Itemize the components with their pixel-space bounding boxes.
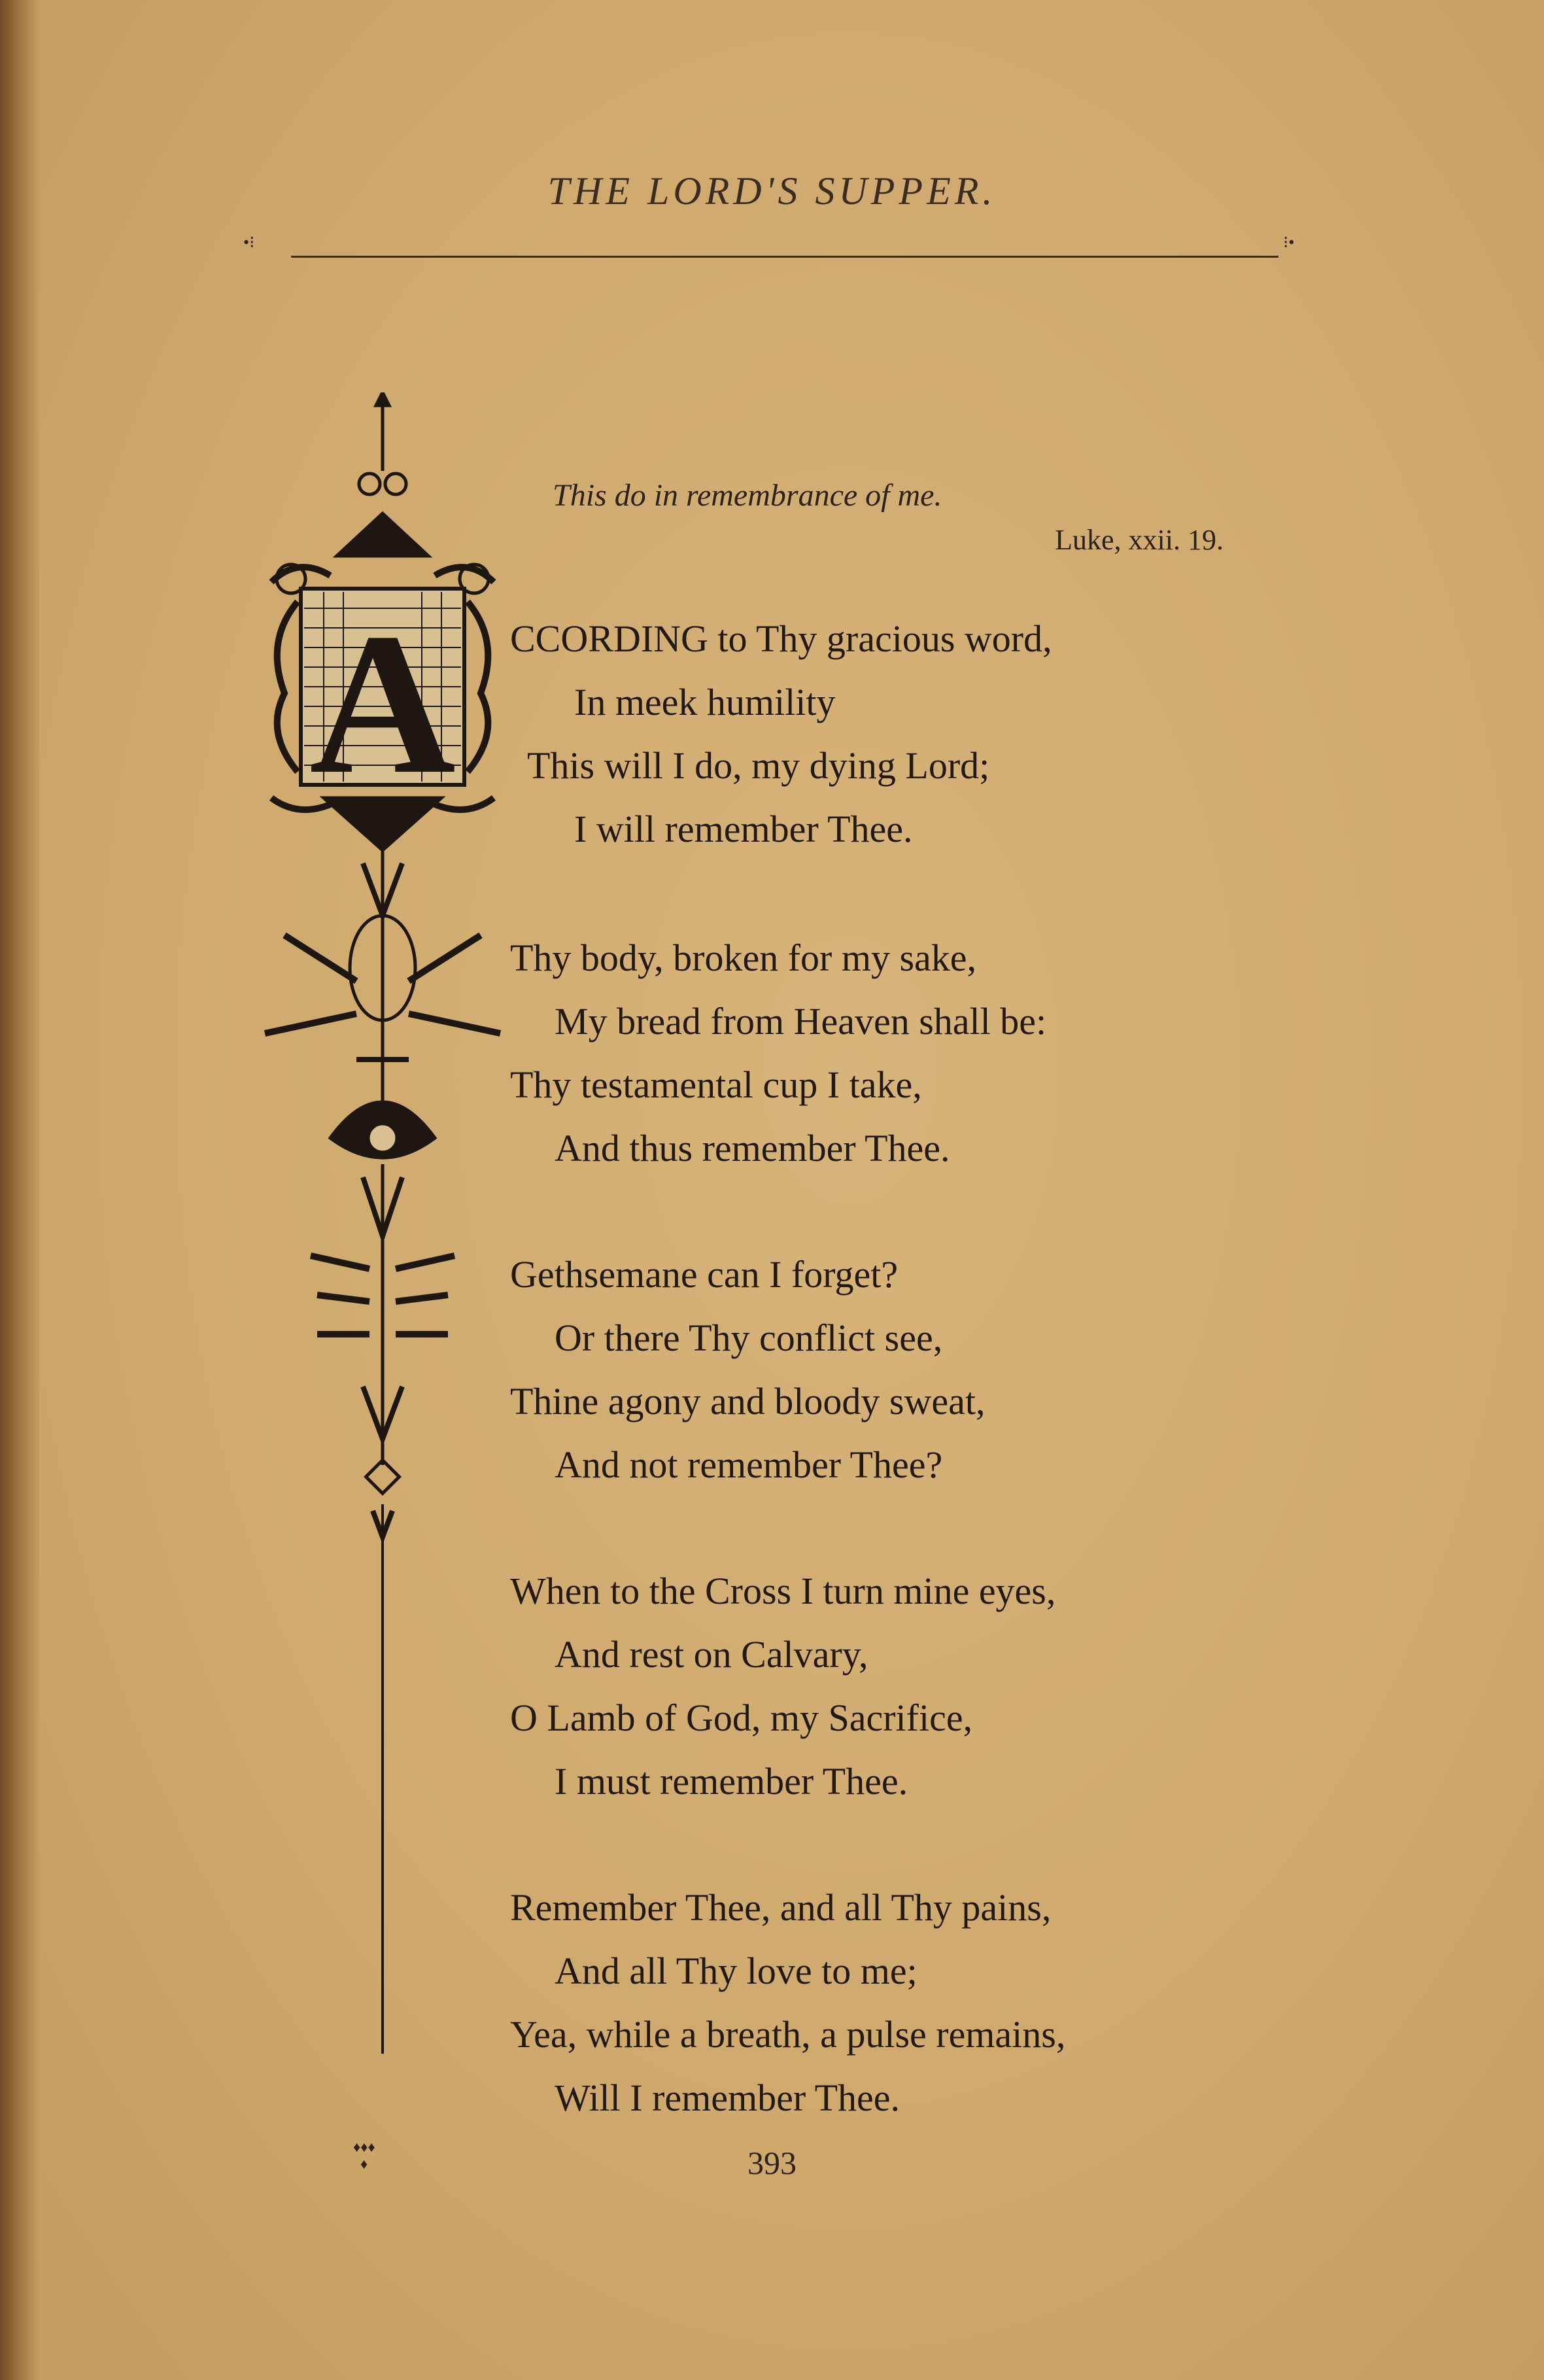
stanza-4-line-4: I must remember Thee.: [555, 1760, 908, 1802]
page-number: 393: [747, 2145, 797, 2181]
stanza-2-line-4: And thus remember Thee.: [555, 1127, 950, 1169]
rule-left-ornament: •⁝: [243, 233, 255, 252]
footer-ornament: ♦♦♦ ♦: [353, 2139, 375, 2172]
stanza-5: [510, 1876, 1065, 2130]
stanza-4-line-3: O Lamb of God, my Sacrifice,: [510, 1697, 973, 1739]
stanza-3-line-3: Thine agony and bloody sweat,: [510, 1380, 986, 1423]
stanza-5-line-3: Yea, while a breath, a pulse remains,: [510, 2013, 1066, 2056]
stanza-1-line-3: This will I do, my dying Lord;: [527, 744, 990, 787]
stanza-5-line-1: Remember Thee, and all Thy pains,: [510, 1886, 1052, 1929]
stanza-2: [510, 926, 1046, 1180]
stanza-3-line-4: And not remember Thee?: [555, 1443, 943, 1486]
stanza-2-line-3: Thy testamental cup I take,: [510, 1063, 922, 1106]
epigraph: This do in remembrance of me.: [553, 478, 942, 513]
epigraph-citation: Luke, xxii. 19.: [1055, 524, 1224, 556]
stanza-2-line-2: My bread from Heaven shall be:: [555, 1000, 1047, 1043]
rule-right-ornament: ⁝•: [1283, 233, 1295, 252]
stanza-3: [510, 1243, 985, 1496]
stanza-1: [510, 607, 1052, 861]
stanza-1-line-4: I will remember Thee.: [574, 808, 913, 850]
stanza-2-line-1: Thy body, broken for my sake,: [510, 937, 977, 979]
stanza-4-line-1: When to the Cross I turn mine eyes,: [510, 1570, 1056, 1612]
stanza-5-line-2: And all Thy love to me;: [555, 1950, 918, 1992]
stanza-1-line-1: CCORDING to Thy gracious word,: [510, 617, 1052, 660]
stanza-5-line-4: Will I remember Thee.: [555, 2077, 901, 2119]
header-rule: [291, 256, 1278, 258]
stanza-1-line-2: In meek humility: [574, 681, 836, 723]
stanza-3-line-2: Or there Thy conflict see,: [555, 1317, 943, 1359]
book-spine-edge: [0, 0, 39, 2380]
running-head: THE LORD'S SUPPER.: [547, 169, 997, 213]
stanza-4-line-2: And rest on Calvary,: [555, 1633, 868, 1676]
drop-cap-letter: A: [309, 592, 456, 816]
ornamental-drop-cap: [258, 392, 507, 2093]
stanza-3-line-1: Gethsemane can I forget?: [510, 1253, 899, 1296]
stanza-4: [510, 1559, 1055, 1813]
